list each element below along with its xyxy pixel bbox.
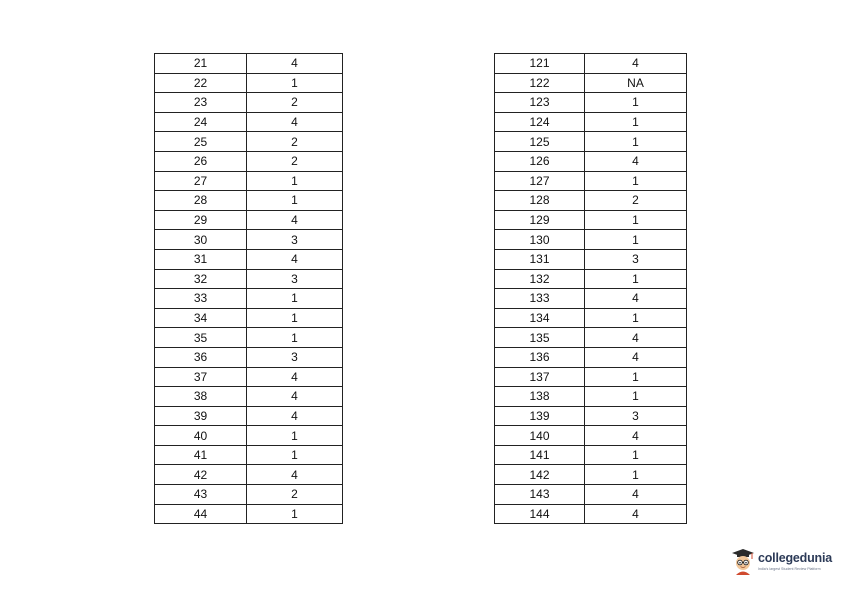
table-row xyxy=(495,387,687,407)
question-number-cell: 124 xyxy=(495,112,585,132)
table-row xyxy=(495,93,687,113)
answer-cell: 4 xyxy=(247,210,343,230)
answer-cell: 1 xyxy=(585,445,687,465)
question-number-cell: 142 xyxy=(495,465,585,485)
answer-cell: 1 xyxy=(585,269,687,289)
question-number-cell: 141 xyxy=(495,445,585,465)
table-row xyxy=(155,367,343,387)
table-row xyxy=(155,504,343,524)
table-body xyxy=(495,54,687,524)
table-row xyxy=(155,112,343,132)
question-number-cell: 121 xyxy=(495,54,585,74)
table-row xyxy=(155,73,343,93)
answer-cell: 3 xyxy=(585,406,687,426)
answer-cell: 4 xyxy=(585,504,687,524)
table-row xyxy=(495,210,687,230)
table-row xyxy=(495,112,687,132)
logo-tagline: India's largest Student Review Platform xyxy=(758,567,821,571)
table-row xyxy=(155,54,343,74)
table-row xyxy=(495,230,687,250)
question-number-cell: 24 xyxy=(155,112,247,132)
table-row xyxy=(155,269,343,289)
table-row xyxy=(155,347,343,367)
answer-cell: 3 xyxy=(247,269,343,289)
answer-cell: 1 xyxy=(247,328,343,348)
collegedunia-logo xyxy=(731,548,835,578)
answer-cell: 1 xyxy=(585,465,687,485)
answer-cell: 1 xyxy=(585,210,687,230)
answer-cell: 1 xyxy=(247,191,343,211)
question-number-cell: 122 xyxy=(495,73,585,93)
table-row xyxy=(155,210,343,230)
table-row xyxy=(155,465,343,485)
question-number-cell: 135 xyxy=(495,328,585,348)
table-row xyxy=(155,132,343,152)
answer-cell: 4 xyxy=(247,112,343,132)
answer-cell: 1 xyxy=(585,171,687,191)
table-row xyxy=(495,347,687,367)
answer-cell: 1 xyxy=(585,308,687,328)
question-number-cell: 136 xyxy=(495,347,585,367)
question-number-cell: 27 xyxy=(155,171,247,191)
answer-cell: 1 xyxy=(247,171,343,191)
question-number-cell: 21 xyxy=(155,54,247,74)
answer-cell: 4 xyxy=(585,289,687,309)
answer-key-table-right xyxy=(494,53,687,524)
answer-cell: 4 xyxy=(585,426,687,446)
answer-cell: 4 xyxy=(247,387,343,407)
question-number-cell: 35 xyxy=(155,328,247,348)
question-number-cell: 26 xyxy=(155,151,247,171)
question-number-cell: 127 xyxy=(495,171,585,191)
answer-cell: 1 xyxy=(247,504,343,524)
question-number-cell: 30 xyxy=(155,230,247,250)
question-number-cell: 40 xyxy=(155,426,247,446)
answer-cell: 1 xyxy=(247,426,343,446)
logo-wordmark: collegedunia xyxy=(758,551,833,565)
answer-cell: 2 xyxy=(247,485,343,505)
question-number-cell: 132 xyxy=(495,269,585,289)
question-number-cell: 31 xyxy=(155,249,247,269)
table-row xyxy=(495,367,687,387)
table-row xyxy=(495,445,687,465)
question-number-cell: 134 xyxy=(495,308,585,328)
answer-cell: 1 xyxy=(247,289,343,309)
answer-cell: 2 xyxy=(247,151,343,171)
question-number-cell: 28 xyxy=(155,191,247,211)
answer-cell: 4 xyxy=(585,328,687,348)
table-row xyxy=(155,171,343,191)
question-number-cell: 137 xyxy=(495,367,585,387)
table-row xyxy=(495,191,687,211)
question-number-cell: 129 xyxy=(495,210,585,230)
table-row xyxy=(495,426,687,446)
table-row xyxy=(495,151,687,171)
question-number-cell: 32 xyxy=(155,269,247,289)
graduate-mascot-icon xyxy=(731,548,755,576)
answer-cell: 1 xyxy=(247,445,343,465)
table-row xyxy=(495,73,687,93)
question-number-cell: 25 xyxy=(155,132,247,152)
table-row xyxy=(495,249,687,269)
table-row xyxy=(495,465,687,485)
answer-cell: 4 xyxy=(585,347,687,367)
table-row xyxy=(155,93,343,113)
question-number-cell: 128 xyxy=(495,191,585,211)
question-number-cell: 22 xyxy=(155,73,247,93)
answer-cell: 1 xyxy=(585,387,687,407)
answer-cell: 2 xyxy=(585,191,687,211)
table-row xyxy=(155,426,343,446)
answer-cell: 2 xyxy=(247,93,343,113)
question-number-cell: 37 xyxy=(155,367,247,387)
table-row xyxy=(155,387,343,407)
answer-cell: 1 xyxy=(585,93,687,113)
table-row xyxy=(495,132,687,152)
table-row xyxy=(155,485,343,505)
table-row xyxy=(155,406,343,426)
question-number-cell: 34 xyxy=(155,308,247,328)
answer-cell: 4 xyxy=(247,249,343,269)
answer-cell: 1 xyxy=(585,132,687,152)
question-number-cell: 130 xyxy=(495,230,585,250)
table-row xyxy=(495,269,687,289)
table-row xyxy=(155,230,343,250)
answer-cell: 3 xyxy=(585,249,687,269)
answer-cell: 4 xyxy=(247,465,343,485)
table-body xyxy=(155,54,343,524)
table-row xyxy=(155,289,343,309)
question-number-cell: 36 xyxy=(155,347,247,367)
answer-key-table-left xyxy=(154,53,343,524)
question-number-cell: 138 xyxy=(495,387,585,407)
question-number-cell: 33 xyxy=(155,289,247,309)
table-row xyxy=(495,308,687,328)
answer-cell: 4 xyxy=(247,406,343,426)
table-row xyxy=(155,328,343,348)
table-row xyxy=(495,289,687,309)
question-number-cell: 29 xyxy=(155,210,247,230)
table-row xyxy=(155,308,343,328)
question-number-cell: 131 xyxy=(495,249,585,269)
answer-cell: 1 xyxy=(247,308,343,328)
question-number-cell: 144 xyxy=(495,504,585,524)
question-number-cell: 38 xyxy=(155,387,247,407)
table-row xyxy=(495,504,687,524)
table-row xyxy=(495,171,687,191)
question-number-cell: 125 xyxy=(495,132,585,152)
question-number-cell: 133 xyxy=(495,289,585,309)
question-number-cell: 42 xyxy=(155,465,247,485)
table-row xyxy=(495,54,687,74)
question-number-cell: 43 xyxy=(155,485,247,505)
table-row xyxy=(495,328,687,348)
answer-cell: 3 xyxy=(247,347,343,367)
answer-cell: 1 xyxy=(247,73,343,93)
question-number-cell: 39 xyxy=(155,406,247,426)
answer-cell: 4 xyxy=(585,151,687,171)
table-row xyxy=(155,191,343,211)
answer-cell: 4 xyxy=(247,367,343,387)
answer-cell: 4 xyxy=(247,54,343,74)
table-row xyxy=(155,151,343,171)
question-number-cell: 126 xyxy=(495,151,585,171)
answer-cell: 1 xyxy=(585,367,687,387)
question-number-cell: 123 xyxy=(495,93,585,113)
table-row xyxy=(495,406,687,426)
question-number-cell: 41 xyxy=(155,445,247,465)
question-number-cell: 44 xyxy=(155,504,247,524)
answer-cell: NA xyxy=(585,73,687,93)
question-number-cell: 143 xyxy=(495,485,585,505)
question-number-cell: 23 xyxy=(155,93,247,113)
table-row xyxy=(155,445,343,465)
question-number-cell: 140 xyxy=(495,426,585,446)
question-number-cell: 139 xyxy=(495,406,585,426)
answer-cell: 3 xyxy=(247,230,343,250)
answer-cell: 1 xyxy=(585,230,687,250)
answer-cell: 4 xyxy=(585,54,687,74)
answer-cell: 1 xyxy=(585,112,687,132)
answer-cell: 4 xyxy=(585,485,687,505)
answer-cell: 2 xyxy=(247,132,343,152)
table-row xyxy=(495,485,687,505)
table-row xyxy=(155,249,343,269)
